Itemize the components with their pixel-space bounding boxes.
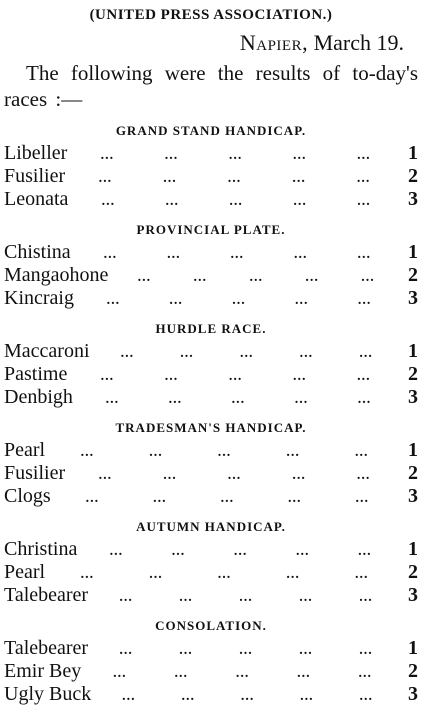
leader-dots: ... [228,369,243,384]
dot-leader [77,540,402,563]
leader-dots: ... [299,346,314,361]
finish-place: 2 [408,462,418,484]
leader-dots: ... [174,666,188,681]
leader-dots: ... [294,392,309,407]
leader-dots: ... [100,369,115,384]
leader-dots: ... [179,590,193,605]
horse-name: Talebearer [4,584,89,606]
leader-dots: ... [357,247,371,262]
leader-dots: ... [217,445,232,460]
race-section [4,116,418,211]
leader-dots: ... [295,293,309,308]
leader-dots: ... [232,293,246,308]
leader-dots: ... [113,666,127,681]
leader-dots: ... [239,590,253,605]
leader-dots: ... [356,468,371,483]
finish-place: 3 [408,485,418,507]
horse-name: Kincraig [4,287,74,309]
leader-dots: ... [165,194,180,209]
race-section [4,512,418,607]
race-results [4,116,418,706]
leader-dots: ... [361,270,375,285]
horse-name: Mangaohone [4,264,109,286]
agency-credit: (UNITED PRESS ASSOCIATION.) [89,7,333,23]
finish-place: 2 [408,660,418,682]
horse-name: Maccaroni [4,340,90,362]
result-row [4,584,418,607]
leader-dots: ... [294,247,308,262]
dateline-date: March 19. [313,30,404,55]
result-row [4,439,418,462]
leader-dots: ... [167,247,181,262]
finish-place: 1 [408,538,418,560]
leader-dots: ... [357,148,371,163]
dot-leader [67,144,402,167]
leader-dots: ... [299,643,313,658]
leader-dots: ... [292,171,306,186]
leader-dots: ... [293,194,307,209]
leader-dots: ... [105,392,120,407]
leader-dots: ... [357,392,372,407]
leader-dots: ... [153,491,167,506]
finish-place: 1 [408,637,418,659]
leader-dots: ... [228,148,243,163]
leader-dots: ... [231,392,246,407]
finish-place: 3 [408,386,418,408]
result-row [4,660,418,683]
horse-name: Libeller [4,142,68,164]
result-row [4,340,418,363]
finish-place: 2 [408,264,418,286]
finish-place: 3 [408,188,418,210]
leader-dots: ... [286,445,300,460]
leader-dots: ... [227,171,242,186]
leader-dots: ... [168,392,183,407]
horse-name: Pearl [4,439,46,461]
result-row [4,561,418,584]
leader-dots: ... [163,171,177,186]
leader-dots: ... [293,369,307,384]
leader-dots: ... [359,643,373,658]
leader-dots: ... [286,567,300,582]
race-title: PROVINCIAL PLATE. [136,222,286,237]
race-section [4,413,418,508]
finish-place: 3 [408,287,418,309]
horse-name: Pearl [4,561,46,583]
leader-dots: ... [358,666,373,681]
result-row [4,363,418,386]
horse-name: Talebearer [4,637,89,659]
dot-leader [65,167,402,190]
result-row [4,287,418,310]
leader-dots: ... [359,590,373,605]
finish-place: 3 [408,584,418,606]
leader-dots: ... [239,643,253,658]
leader-dots: ... [292,468,306,483]
race-section [4,611,418,706]
leader-dots: ... [300,689,314,704]
dot-leader [45,563,402,586]
leader-dots: ... [80,567,95,582]
horse-name: Christina [4,538,78,560]
dot-leader [51,487,402,510]
leader-dots: ... [239,346,254,361]
dot-leader [67,365,402,388]
result-row [4,386,418,409]
dot-leader [88,639,402,662]
leader-dots: ... [227,468,242,483]
leader-dots: ... [297,666,311,681]
result-row [4,683,418,706]
race-section [4,314,418,409]
race-title: TRADESMAN'S HANDICAP. [115,420,307,435]
result-row [4,264,418,287]
result-row [4,538,418,561]
leader-dots: ... [80,445,95,460]
leader-dots: ... [217,567,232,582]
leader-dots: ... [299,590,313,605]
result-row [4,485,418,508]
horse-name: Pastime [4,363,68,385]
leader-dots: ... [229,194,243,209]
leader-dots: ... [249,270,263,285]
dot-leader [90,342,402,365]
leader-dots: ... [305,270,319,285]
finish-place: 1 [408,241,418,263]
leader-dots: ... [119,643,133,658]
leader-dots: ... [149,445,163,460]
leader-dots: ... [359,346,373,361]
dot-leader [73,388,402,411]
finish-place: 2 [408,165,418,187]
leader-dots: ... [120,346,135,361]
leader-dots: ... [149,567,163,582]
result-row [4,637,418,660]
race-title: AUTUMN HANDICAP. [136,519,286,534]
leader-dots: ... [235,666,250,681]
result-row [4,241,418,264]
leader-dots: ... [230,247,245,262]
leader-dots: ... [354,445,369,460]
result-row [4,462,418,485]
leader-dots: ... [357,369,371,384]
leader-dots: ... [357,194,371,209]
leader-dots: ... [356,171,371,186]
leader-dots: ... [103,247,118,262]
finish-place: 2 [408,561,418,583]
dot-leader [68,190,402,213]
dot-leader [88,586,402,609]
leader-dots: ... [293,148,307,163]
dateline [4,28,418,58]
race-section [4,215,418,310]
leader-dots: ... [169,293,183,308]
leader-dots: ... [85,491,100,506]
leader-dots: ... [137,270,152,285]
finish-place: 1 [408,142,418,164]
leader-dots: ... [220,491,235,506]
race-title: GRAND STAND HANDICAP. [115,123,307,138]
leader-dots: ... [193,270,208,285]
leader-dots: ... [179,643,193,658]
leader-dots: ... [354,567,369,582]
horse-name: Emir Bey [4,660,82,682]
leader-dots: ... [233,544,248,559]
leader-dots: ... [106,293,121,308]
leader-dots: ... [355,491,369,506]
race-title: CONSOLATION. [155,618,267,633]
dot-leader [81,662,402,685]
leader-dots: ... [109,544,124,559]
dot-leader [45,441,402,464]
horse-name: Clogs [4,485,51,507]
leader-dots: ... [171,544,186,559]
leader-dots: ... [122,689,136,704]
leader-dots: ... [296,544,310,559]
leader-dots: ... [119,590,133,605]
leader-dots: ... [288,491,302,506]
dot-leader [91,685,402,708]
horse-name: Chistina [4,241,71,263]
horse-name: Fusilier [4,462,66,484]
dateline-place: Napier, [239,30,309,55]
horse-name: Fusilier [4,165,66,187]
leader-dots: ... [98,171,113,186]
dot-leader [108,266,402,289]
finish-place: 3 [408,683,418,705]
dot-leader [71,243,402,266]
result-row [4,165,418,188]
finish-place: 1 [408,439,418,461]
leader-dots: ... [163,468,177,483]
horse-name: Ugly Buck [4,683,92,705]
finish-place: 2 [408,363,418,385]
intro-paragraph: The following were the results of to-day's races :— [4,61,418,111]
leader-dots: ... [358,544,372,559]
result-row [4,142,418,165]
leader-dots: ... [101,194,116,209]
leader-dots: ... [359,689,374,704]
leader-dots: ... [164,369,179,384]
race-title: HURDLE RACE. [155,321,267,336]
dot-leader [65,464,402,487]
leader-dots: ... [100,148,115,163]
leader-dots: ... [98,468,113,483]
result-row [4,188,418,211]
leader-dots: ... [180,346,194,361]
leader-dots: ... [240,689,255,704]
leader-dots: ... [357,293,372,308]
dot-leader [74,289,402,312]
horse-name: Leonata [4,188,69,210]
finish-place: 1 [408,340,418,362]
leader-dots: ... [164,148,179,163]
horse-name: Denbigh [4,386,73,408]
leader-dots: ... [181,689,195,704]
